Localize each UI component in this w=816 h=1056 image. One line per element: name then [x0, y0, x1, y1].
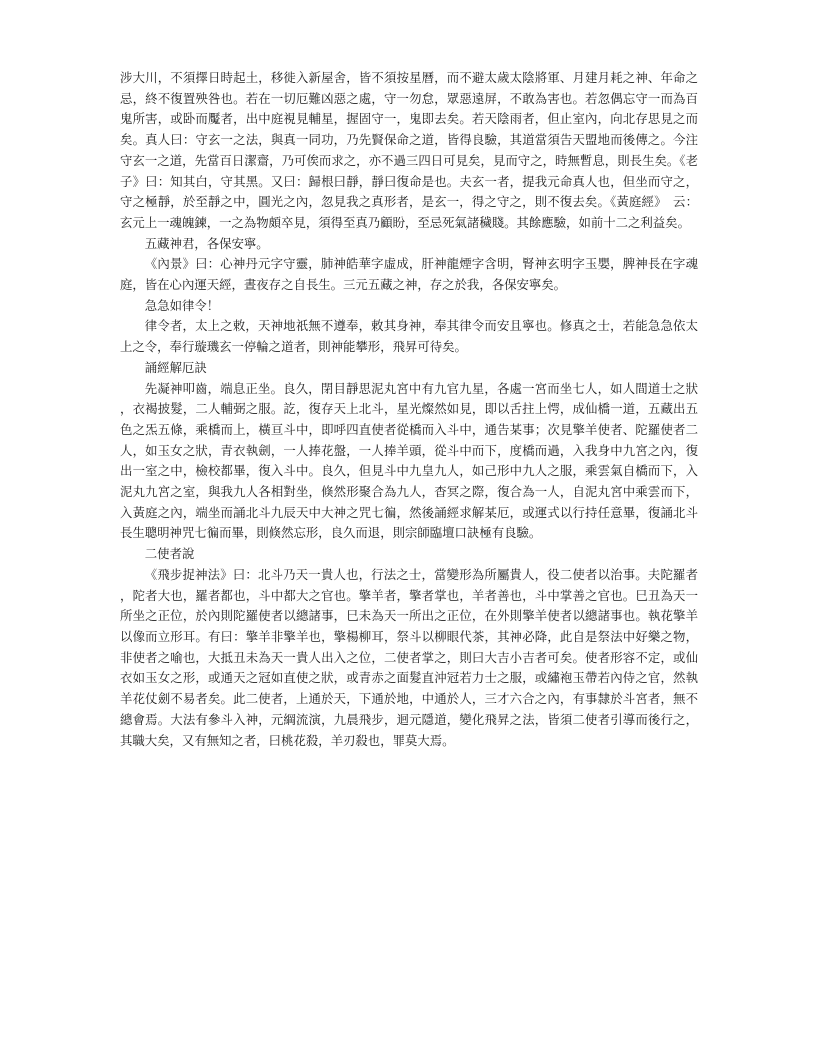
heading-songjing-jiee: 誦經解厄訣: [144, 359, 207, 375]
paragraph-feibu: 《飛步捉神法》曰：北斗乃天一貴人也，行法之士，當變形為所屬貴人，役二使者以治事。夫陀羅者，陀者大也，羅者都也，斗中都大之官也。擎羊者，擎者掌也，羊者善也，斗中掌善之官也。巳丑為天一所坐之正位，於內則陀羅使者以總諸事，巳未為天一所出之正位，在外則擎羊使者以總諸事也。執花擎羊以像而立形耳。有曰：擎羊非擎羊也，擎楊柳耳，祭斗以柳眼代茶，其神必降，此自是祭法中好樂之物，非使者之喻也，大抵丑未為天一貴人出入之位，二使者掌之，則曰大吉小吉者可矣。使者形容不定，或仙衣如玉女之形，或通天之冠如直使之狀，或青赤之面髮直沖冠若力士之服，或繡袍玉帶若內侍之官，然執羊花仗劍不易者矣。此二使者，上通於天，下通於地，中通於人，三才六合之內，有事隸於斗宮者，無不總會焉。大法有參斗入神，元綱流演，九晨飛步，迴元隱道，變化飛昇之法，皆須二使者引導而後行之，其職大矣，又有無知之者，曰桃花殺，羊刃殺也，罪莫大焉。: [120, 566, 698, 748]
paragraph-songjing: 先凝神叩齒，端息正坐。良久，閉目靜思泥丸宮中有九官九星，各處一宮而坐七人，如人間道士之狀，衣褐披髮，二人輔弼之服。訖，復存天上北斗，星光燦然如見，即以舌拄上愕，成仙橋一道，五藏出五色之炁五條，乘橋而上，橫亘斗中，即呼四直使者從橋而入斗中，通告某事；次見擎羊使者、陀羅使者二人，如玉女之狀，青衣執劍，一人捧花盤，一人捧羊頭，從斗中而下，度橋而過，入我身中九宮之內，復出一室之中，檢校都畢，復入斗中。良久，但見斗中九皇九人，如己形中九人之服，乘雲氣自橋而下，入泥丸九宮之室，與我九人各相對坐，倏然形聚合為九人，杳冥之際，復合為一人，自泥丸宮中乘雲而下，入黃庭之內，端坐而誦北斗九辰天中大神之咒七徧，然後誦經求解某厄，或運式以行持任意畢，復誦北斗長生聰明神咒七徧而畢，則倏然忘形，良久而退，則宗師臨壇口訣極有良驗。: [120, 380, 698, 541]
paragraph-neijing: 《內景》曰：心神丹元字守靈，肺神皓華字虛成，肝神龍煙字含明，腎神玄明字玉嬰，脾神長在字魂庭，皆在心內運天經，晝夜存之自長生。三元五藏之神，存之於我，各保安寧矣。: [120, 256, 698, 293]
heading-er-shizhe: 二使者說: [144, 546, 195, 562]
heading-jiji-rulvling: 急急如律令！: [144, 297, 220, 313]
heading-wuzang-shenjun: 五藏神君，各保安寧。: [144, 235, 269, 251]
paragraph-lvling: 律令者，太上之敕，天神地祇無不遵奉，敕其身神，奉其律令而安且寧也。修真之士，若能急急依太上之令，奉行璇璣玄一停輪之道者，則神能攀形，飛昇可待矣。: [120, 318, 698, 355]
document-page: [120, 68, 698, 751]
paragraph-opening: 涉大川，不須擇日時起土，移徙入新屋舍，皆不須按星曆，而不避太歲太陰將軍、月建月耗之神、年命之忌，終不復置殃咎也。若在一切厄難凶惡之處，守一勿怠，眾惡遠屏，不敢為害也。若忽偶忘守一而為百鬼所害，或卧而魘者，出中庭視見輔星，握固守一，鬼即去矣。若天陰雨者，但止室內，向北存思見之而矣。真人曰：守玄一之法，與真一同功，乃先賢保命之道，皆得良驗，其道當須告天盟地而後傳之。今注守玄一之道，先當百日潔齋，乃可俟而求之，亦不過三四日可見矣，見而守之，時無暫息，則長生矣。《老子》曰：知其白，守其黑。又曰：歸根曰靜，靜曰復命是也。夫玄一者，提我元命真人也，但坐而守之，守之極靜，於至靜之中，圓光之內，忽見我之真形者，是玄一，得之守之，則不復去矣。《黃庭經》 云：玄元上一魂魄鍊，一之為物頗卒見，須得至真乃顧盼，至忌死氣諸穢賤。其餘應驗，如前十二之利益矣。: [120, 70, 698, 230]
